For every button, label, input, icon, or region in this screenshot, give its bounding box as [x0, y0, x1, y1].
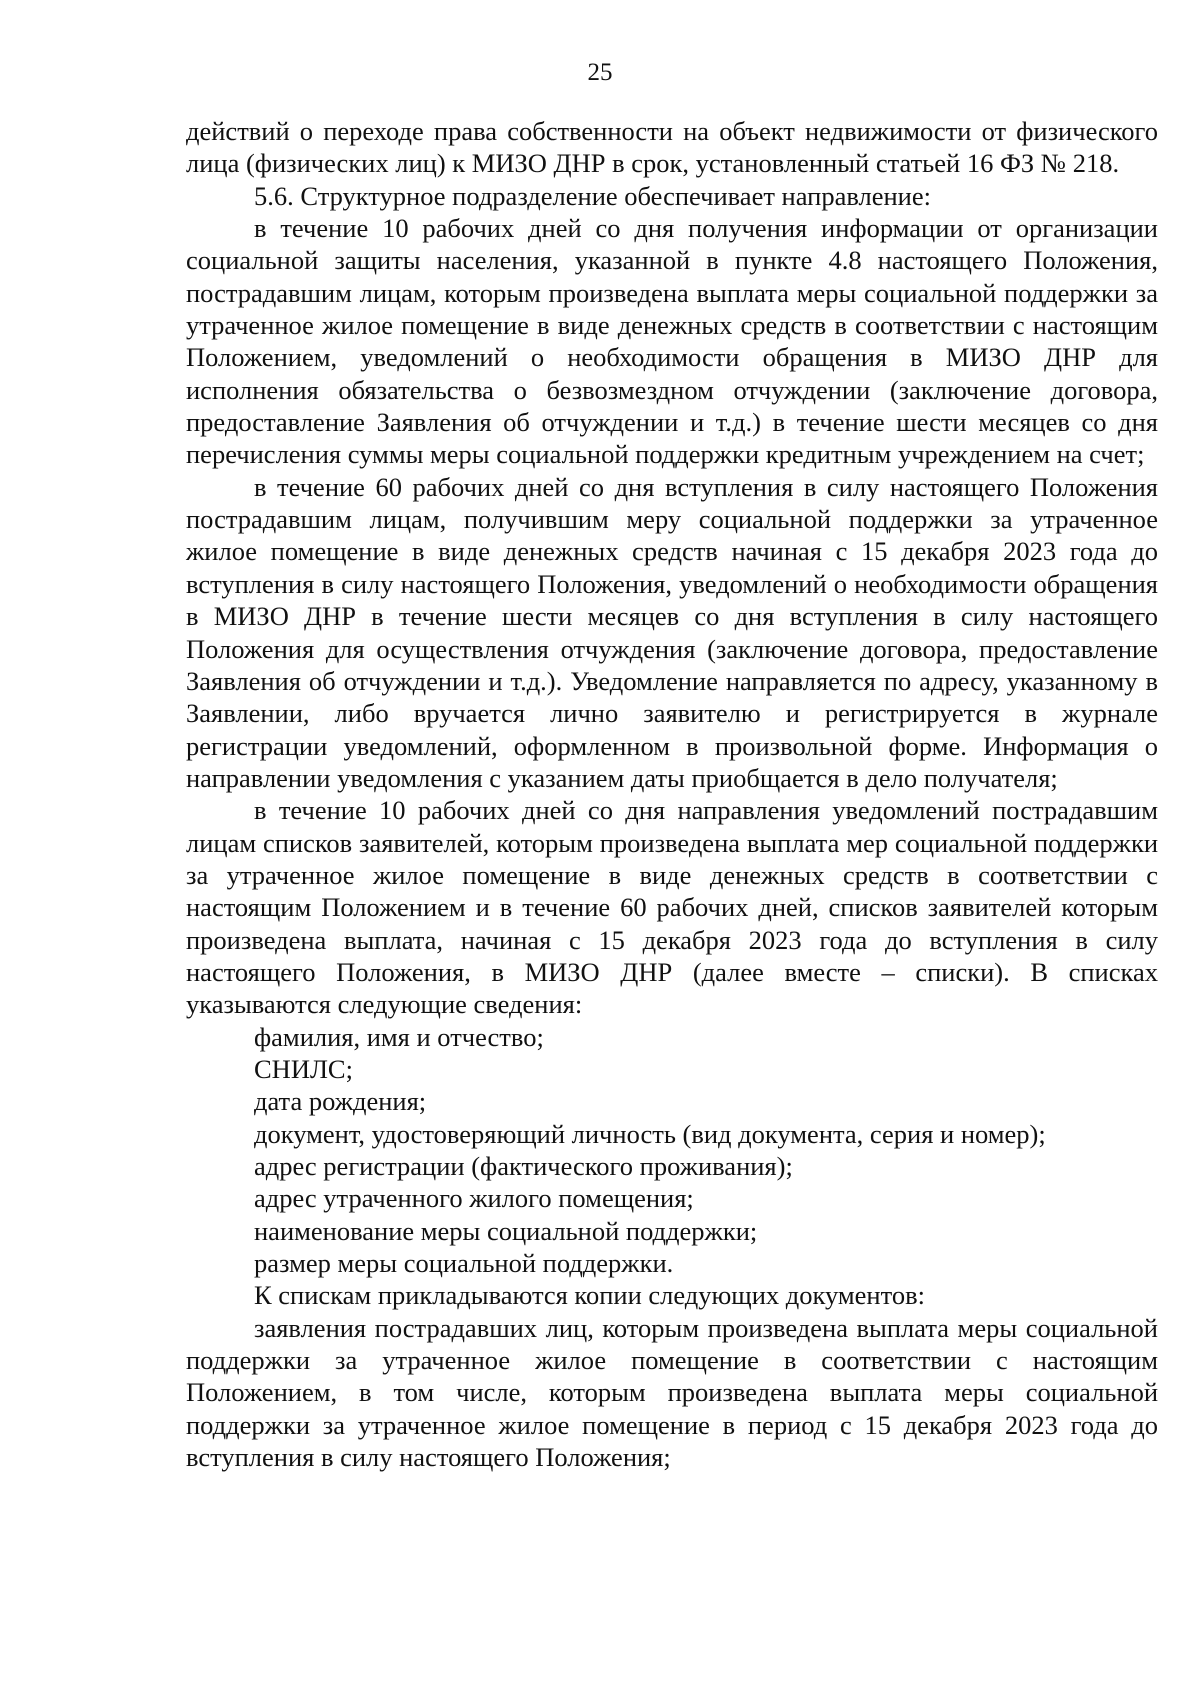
list-item: наименование меры социальной поддержки;: [254, 1215, 758, 1246]
paragraph: действий о переходе права собственности на объект недвижимости от физического лица (физических лиц) к МИЗО ДНР в срок, установленный статьей 16 ФЗ № 218.: [186, 116, 1158, 179]
paragraph: в течение 10 рабочих дней со дня направления уведомлений пострадавшим лицам списков заявителей, которым произведена выплата мер социальной поддержки за утраченное жилое помещение в виде денежных средств в соответствии с настоящим Положением и в течение 60 рабочих дней, списков заявителей которым произведена выплата, начиная с 15 декабря 2023 года до вступления в силу настоящего Положения, в МИЗО ДНР (далее вместе – списки). В списках указываются следующие сведения:: [186, 795, 1158, 1020]
paragraph: К спискам прикладываются копии следующих документов:: [254, 1280, 925, 1311]
list-item: фамилия, имя и отчество;: [254, 1021, 544, 1052]
list-item: размер меры социальной поддержки.: [254, 1248, 674, 1279]
document-body: [186, 115, 1158, 1473]
list-item: СНИЛС;: [254, 1053, 353, 1084]
list-item: адрес утраченного жилого помещения;: [254, 1183, 694, 1214]
paragraph: в течение 10 рабочих дней со дня получения информации от организации социальной защиты населения, указанной в пункте 4.8 настоящего Положения, пострадавшим лицам, которым произведена выплата меры социальной поддержки за утраченное жилое помещение в виде денежных средств в соответствии с настоящим Положением, уведомлений о необходимости обращения в МИЗО ДНР для исполнения обязательства о безвозмездном отчуждении (заключение договора, предоставление Заявления об отчуждении и т.д.) в течение шести месяцев со дня перечисления суммы меры социальной поддержки кредитным учреждением на счет;: [186, 213, 1158, 470]
paragraph: заявления пострадавших лиц, которым произведена выплата меры социальной поддержки за утраченное жилое помещение в соответствии с настоящим Положением, в том числе, которым произведена выплата меры социальной поддержки за утраченное жилое помещение в период с 15 декабря 2023 года до вступления в силу настоящего Положения;: [186, 1312, 1158, 1473]
list-item: адрес регистрации (фактического проживания);: [254, 1151, 793, 1181]
paragraph: 5.6. Структурное подразделение обеспечивает направление:: [254, 180, 931, 211]
list-item: документ, удостоверяющий личность (вид документа, серия и номер);: [254, 1118, 1046, 1149]
paragraph: в течение 60 рабочих дней со дня вступления в силу настоящего Положения пострадавшим лицам, получившим меру социальной поддержки за утраченное жилое помещение в виде денежных средств начиная с 15 декабря 2023 года до вступления в силу настоящего Положения, уведомлений о необходимости обращения в МИЗО ДНР в течение шести месяцев со дня вступления в силу настоящего Положения для осуществления отчуждения (заключение договора, предоставление Заявления об отчуждении и т.д.). Уведомление направляется по адресу, указанному в Заявлении, либо вручается лично заявителю и регистрируется в журнале регистрации уведомлений, оформленном в произвольной форме. Информация о направлении уведомления с указанием даты приобщается в дело получателя;: [186, 471, 1158, 793]
page-number: 25: [587, 59, 613, 86]
list-item: дата рождения;: [254, 1086, 427, 1117]
